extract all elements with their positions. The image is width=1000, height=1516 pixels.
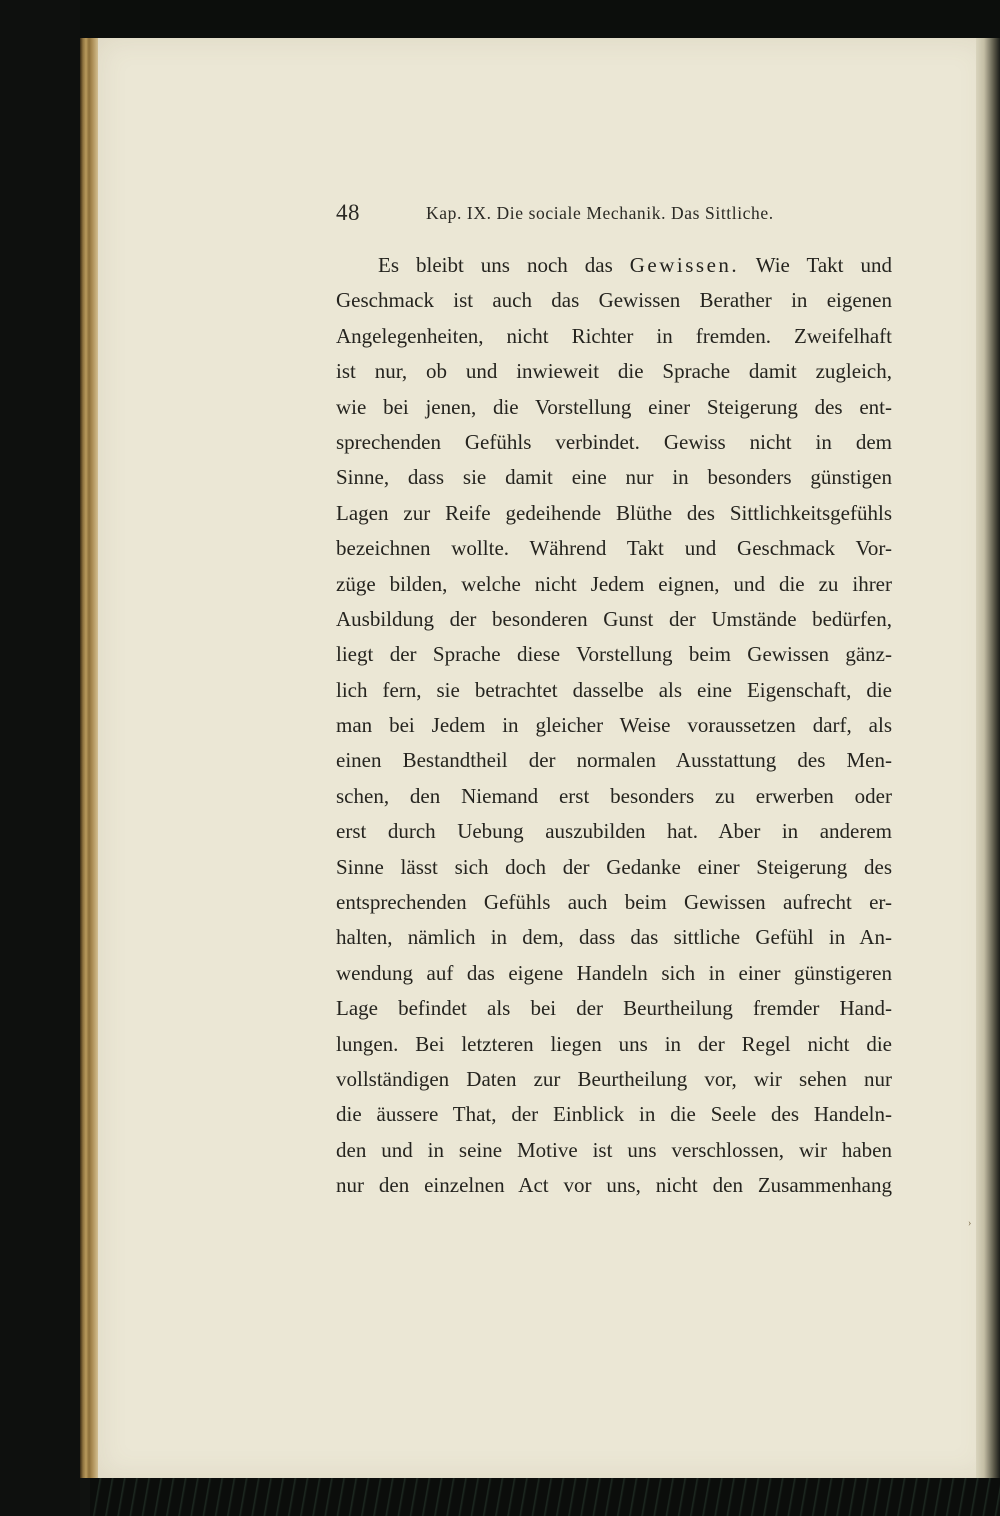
text-line: sprechenden Gefühls verbindet. Gewiss nicht in dem (336, 429, 892, 454)
text-line: Geschmack ist auch das Gewissen Berather in eigenen (336, 288, 892, 313)
running-head (336, 196, 892, 230)
text-line: wie bei jenen, die Vorstellung einer Steigerung des ent- (336, 394, 892, 419)
text-line: liegt der Sprache diese Vorstellung beim Gewissen gänz- (336, 642, 892, 667)
text-line: Es bleibt uns noch das Gewissen. Wie Takt und (378, 253, 892, 277)
text-line: nur den einzelnen Act vor uns, nicht den Zusammenhang (336, 1173, 892, 1198)
text-line: Lage befindet als bei der Beurtheilung fremder Hand- (336, 996, 892, 1021)
running-title: Kap. IX. Die sociale Mechanik. Das Sittliche. (426, 203, 774, 223)
text-line: Angelegenheiten, nicht Richter in fremden. Zweifelhaft (336, 323, 892, 348)
text-line: entsprechenden Gefühls auch beim Gewissen aufrecht er- (336, 890, 892, 915)
page-mark: › (968, 1218, 972, 1229)
text-line: ist nur, ob und inwieweit die Sprache damit zugleich, (336, 359, 892, 384)
text-line: lich fern, sie betrachtet dasselbe als eine Eigenschaft, die (336, 677, 892, 702)
text-line: halten, nämlich in dem, dass das sittliche Gefühl in An- (336, 925, 892, 950)
text-line: schen, den Niemand erst besonders zu erwerben oder (336, 783, 892, 808)
page-right-edge (976, 38, 1000, 1478)
text-line: Ausbildung der besonderen Gunst der Umstände bedürfen, (336, 606, 892, 631)
text-line: lungen. Bei letzteren liegen uns in der Regel nicht die (336, 1031, 892, 1056)
text-line: bezeichnen wollte. Während Takt und Geschmack Vor- (336, 536, 892, 561)
book-binding (0, 0, 80, 1516)
text-line: vollständigen Daten zur Beurtheilung vor, wir sehen nur (336, 1066, 892, 1091)
text-line: Sinne, dass sie damit eine nur in besonders günstigen (336, 465, 892, 490)
page-number: 48 (336, 200, 360, 225)
emphasized-word: Gewissen. (629, 253, 740, 277)
text-line: man bei Jedem in gleicher Weise voraussetzen darf, als (336, 713, 892, 738)
text-line: züge bilden, welche nicht Jedem eignen, und die zu ihrer (336, 571, 892, 596)
text-line: wendung auf das eigene Handeln sich in einer günstigeren (336, 960, 892, 985)
text-line: einen Bestandtheil der normalen Ausstattung des Men- (336, 748, 892, 773)
text-line: erst durch Uebung auszubilden hat. Aber in anderem (336, 819, 892, 844)
scan-top-border (80, 0, 1000, 38)
body-text (336, 248, 892, 1204)
text-line: Lagen zur Reife gedeihende Blüthe des Sittlichkeitsgefühls (336, 500, 892, 525)
text-line: Sinne lässt sich doch der Gedanke einer Steigerung des (336, 854, 892, 879)
scan-bottom-border (90, 1478, 1000, 1516)
text-line: den und in seine Motive ist uns verschlossen, wir haben (336, 1137, 892, 1162)
text-line: die äussere That, der Einblick in die Seele des Handeln- (336, 1102, 892, 1127)
